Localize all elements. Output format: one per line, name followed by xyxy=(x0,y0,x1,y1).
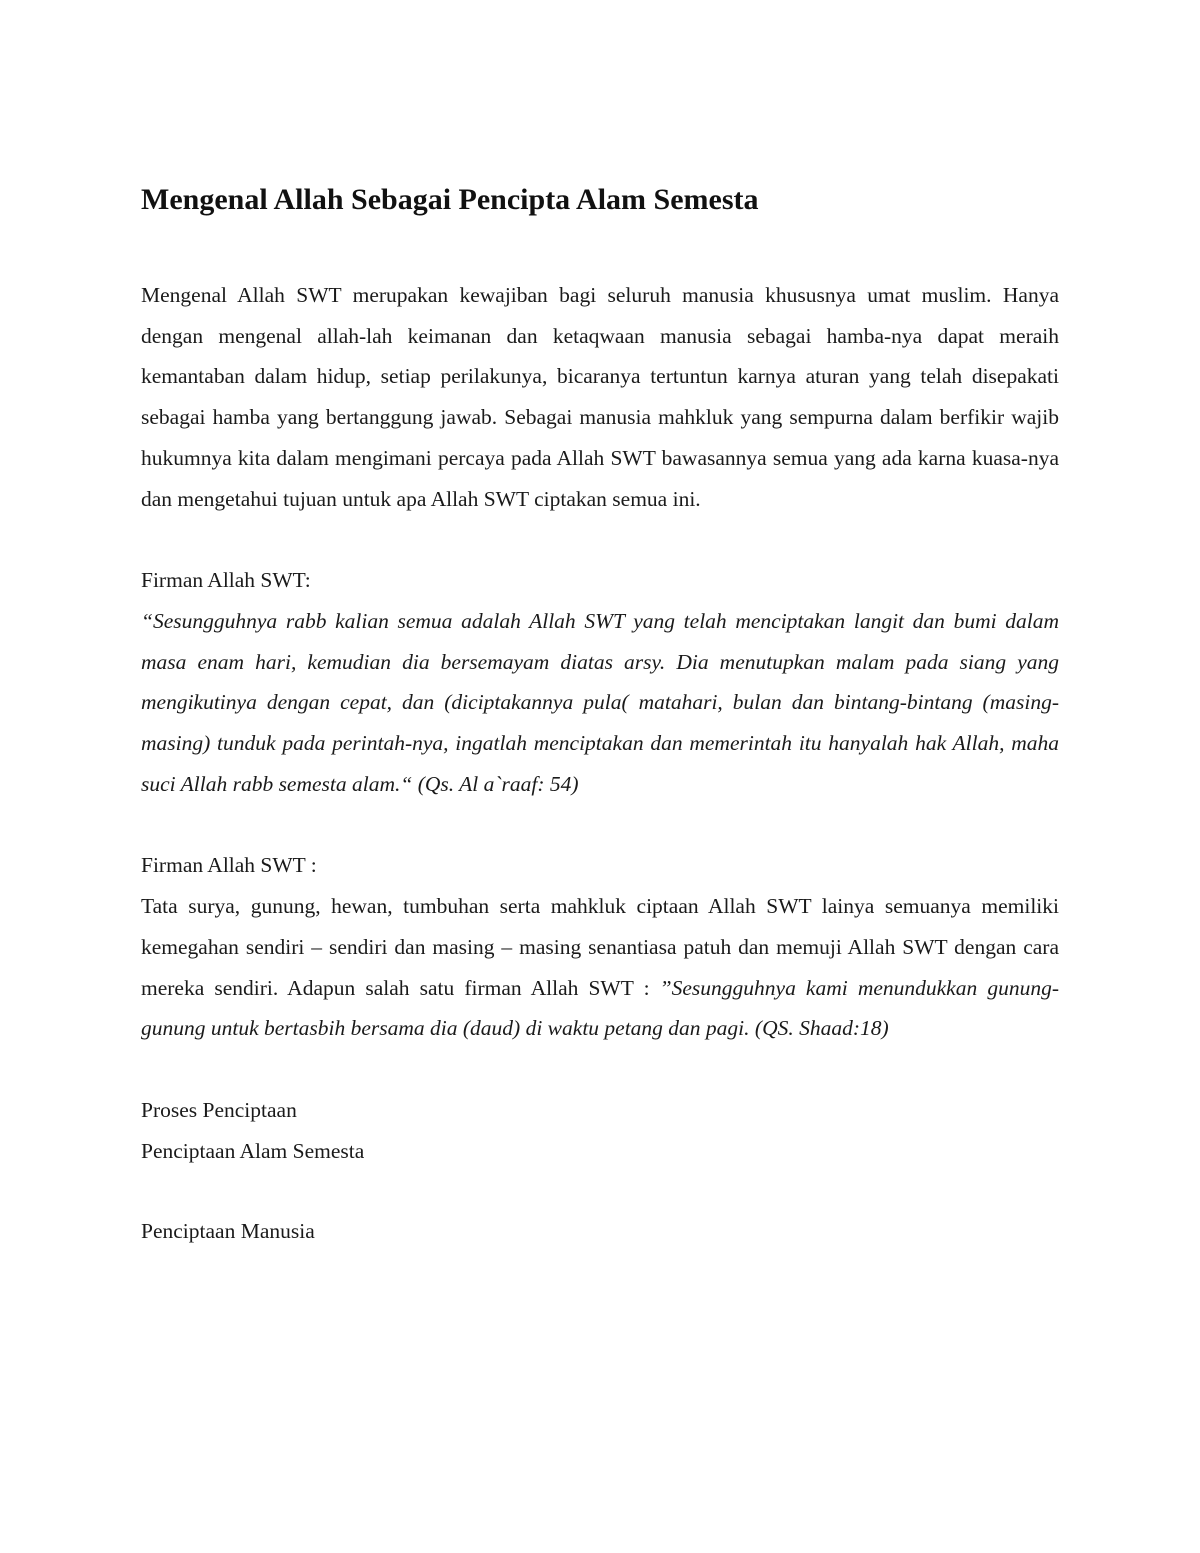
document-title: Mengenal Allah Sebagai Pencipta Alam Semesta xyxy=(141,183,759,216)
spacer xyxy=(141,804,1059,845)
section-heading-penciptaan-alam-semesta: Penciptaan Alam Semesta xyxy=(141,1138,365,1163)
section-heading-penciptaan-manusia: Penciptaan Manusia xyxy=(141,1219,315,1244)
firman-label-2: Firman Allah SWT : xyxy=(141,853,317,878)
section-heading-proses-penciptaan: Proses Penciptaan xyxy=(141,1097,297,1122)
spacer xyxy=(141,1171,1059,1211)
paragraph-2 xyxy=(141,886,1059,1049)
spacer xyxy=(141,224,1059,275)
intro-paragraph: Mengenal Allah SWT merupakan kewajiban bagi seluruh manusia khususnya umat muslim. Hanya dengan mengenal allah-lah keimanan dan ketaqwaan manusia sebagai hamba-nya dapat meraih kemantaban dalam hidup, setiap perilakunya, bicaranya tertuntun karnya aturan yang telah disepakati sebagai hamba yang bertanggung jawab. Sebagai manusia mahkluk yang sempurna dalam berfikir wajib hukumnya kita dalam mengimani percaya pada Allah SWT bawasannya semua yang ada karna kuasa-nya dan mengetahui tujuan untuk apa Allah SWT ciptakan semua ini. xyxy=(141,283,1059,511)
quran-quote-1: “Sesungguhnya rabb kalian semua adalah Allah SWT yang telah menciptakan langit dan bumi dalam masa enam hari, kemudian dia bersemayam diatas arsy. Dia menutupkan malam pada siang yang mengikutinya dengan cepat, dan (diciptakannya pula( matahari, bulan dan bintang-bintang (masing-masing) tunduk pada perintah-nya, ingatlah menciptakan dan memerintah itu hanyalah hak Allah, maha suci Allah rabb semesta alam.“ (Qs. Al a`raaf: 54) xyxy=(141,608,1059,796)
quran-quote-2: ”Sesungguhnya kami menundukkan gunung-gunung untuk bertasbih bersama dia (daud) di waktu petang dan pagi. (QS. Shaad:18) xyxy=(141,975,1059,1041)
spacer xyxy=(141,1049,1059,1090)
document-page xyxy=(141,176,1059,1252)
firman-label-1: Firman Allah SWT: xyxy=(141,568,311,593)
paragraph-2-text: Tata surya, gunung, hewan, tumbuhan serta mahkluk ciptaan Allah SWT lainya semuanya memiliki kemegahan sendiri – sendiri dan masing – masing senantiasa patuh dan memuji Allah SWT dengan cara mereka sendiri. Adapun salah satu firman Allah SWT : xyxy=(141,894,1059,1000)
spacer xyxy=(141,519,1059,560)
